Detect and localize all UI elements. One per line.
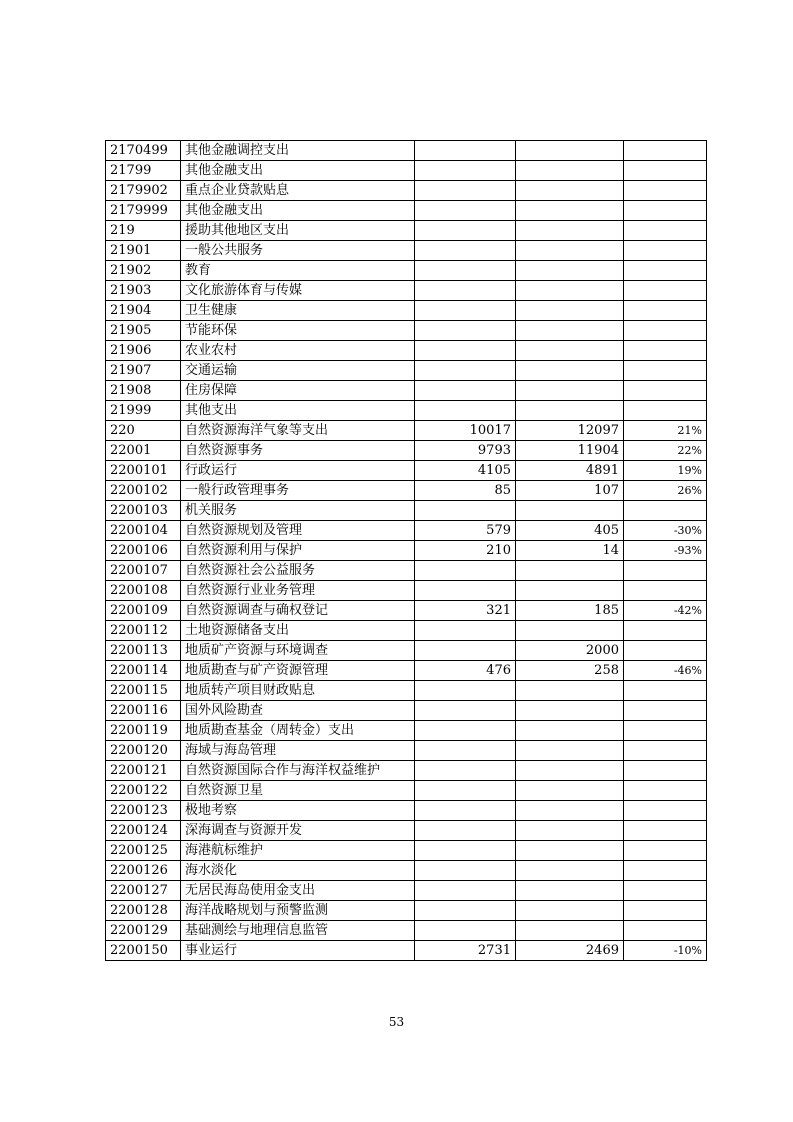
row-change-pct	[624, 721, 707, 741]
row-code: 2179999	[106, 201, 181, 221]
table-row	[106, 621, 707, 641]
row-code: 2200125	[106, 841, 181, 861]
table-row	[106, 581, 707, 601]
row-change-pct	[624, 701, 707, 721]
row-code: 2200109	[106, 601, 181, 621]
row-value-1: 4105	[415, 461, 516, 481]
row-value-1	[415, 621, 516, 641]
row-value-1	[415, 241, 516, 261]
row-name: 农业农村	[181, 341, 415, 361]
row-name: 自然资源行业业务管理	[181, 581, 415, 601]
row-value-2	[516, 681, 624, 701]
row-name: 地质转产项目财政贴息	[181, 681, 415, 701]
row-name: 教育	[181, 261, 415, 281]
row-code: 2200113	[106, 641, 181, 661]
row-value-2	[516, 901, 624, 921]
row-name: 交通运输	[181, 361, 415, 381]
row-code: 21901	[106, 241, 181, 261]
row-value-1	[415, 221, 516, 241]
table-row	[106, 361, 707, 381]
table-row	[106, 321, 707, 341]
row-name: 土地资源储备支出	[181, 621, 415, 641]
row-value-2	[516, 141, 624, 161]
row-value-1: 321	[415, 601, 516, 621]
row-code: 21903	[106, 281, 181, 301]
row-name: 其他金融支出	[181, 201, 415, 221]
row-code: 21904	[106, 301, 181, 321]
table-row	[106, 461, 707, 481]
row-change-pct	[624, 681, 707, 701]
row-change-pct: 26%	[624, 481, 707, 501]
row-value-2	[516, 921, 624, 941]
row-change-pct	[624, 741, 707, 761]
row-name: 海域与海岛管理	[181, 741, 415, 761]
row-code: 2200116	[106, 701, 181, 721]
table-row	[106, 421, 707, 441]
row-value-1	[415, 341, 516, 361]
row-value-2	[516, 381, 624, 401]
table-row	[106, 181, 707, 201]
table-row	[106, 501, 707, 521]
table-row	[106, 721, 707, 741]
row-value-1	[415, 161, 516, 181]
row-value-2	[516, 501, 624, 521]
row-value-1	[415, 261, 516, 281]
table-row	[106, 761, 707, 781]
row-name: 文化旅游体育与传媒	[181, 281, 415, 301]
row-value-2: 258	[516, 661, 624, 681]
row-change-pct	[624, 621, 707, 641]
row-name: 极地考察	[181, 801, 415, 821]
row-name: 自然资源规划及管理	[181, 521, 415, 541]
row-name: 海洋战略规划与预警监测	[181, 901, 415, 921]
row-code: 21799	[106, 161, 181, 181]
row-name: 重点企业贷款贴息	[181, 181, 415, 201]
row-code: 21907	[106, 361, 181, 381]
table-row	[106, 341, 707, 361]
table-row	[106, 901, 707, 921]
row-code: 2200126	[106, 861, 181, 881]
row-value-2: 405	[516, 521, 624, 541]
row-value-2	[516, 861, 624, 881]
row-name: 一般公共服务	[181, 241, 415, 261]
table-row	[106, 921, 707, 941]
table-row	[106, 441, 707, 461]
row-value-1: 210	[415, 541, 516, 561]
row-value-1	[415, 921, 516, 941]
row-value-2	[516, 801, 624, 821]
row-code: 21908	[106, 381, 181, 401]
row-name: 地质勘查基金（周转金）支出	[181, 721, 415, 741]
row-value-1	[415, 881, 516, 901]
row-code: 21905	[106, 321, 181, 341]
table-row	[106, 141, 707, 161]
row-code: 2200107	[106, 561, 181, 581]
row-code: 2200129	[106, 921, 181, 941]
table-row	[106, 221, 707, 241]
row-change-pct: 19%	[624, 461, 707, 481]
row-code: 2200124	[106, 821, 181, 841]
row-value-1: 579	[415, 521, 516, 541]
row-name: 地质勘查与矿产资源管理	[181, 661, 415, 681]
table-row	[106, 601, 707, 621]
row-change-pct	[624, 201, 707, 221]
row-change-pct	[624, 241, 707, 261]
row-change-pct: -30%	[624, 521, 707, 541]
row-name: 自然资源调查与确权登记	[181, 601, 415, 621]
row-value-2: 2000	[516, 641, 624, 661]
row-code: 2200150	[106, 941, 181, 961]
row-change-pct	[624, 841, 707, 861]
row-value-2: 2469	[516, 941, 624, 961]
row-change-pct	[624, 161, 707, 181]
row-code: 2170499	[106, 141, 181, 161]
table-row	[106, 701, 707, 721]
row-value-2	[516, 781, 624, 801]
row-name: 其他金融调控支出	[181, 141, 415, 161]
row-value-1	[415, 361, 516, 381]
row-value-2	[516, 221, 624, 241]
row-code: 21902	[106, 261, 181, 281]
row-name: 海港航标维护	[181, 841, 415, 861]
table-row	[106, 541, 707, 561]
row-code: 2200104	[106, 521, 181, 541]
row-change-pct	[624, 781, 707, 801]
row-value-1: 10017	[415, 421, 516, 441]
row-value-1	[415, 561, 516, 581]
row-value-2	[516, 281, 624, 301]
row-code: 2200121	[106, 761, 181, 781]
row-value-2	[516, 341, 624, 361]
row-change-pct	[624, 341, 707, 361]
row-value-2	[516, 301, 624, 321]
row-name: 一般行政管理事务	[181, 481, 415, 501]
row-change-pct	[624, 801, 707, 821]
row-change-pct	[624, 581, 707, 601]
row-code: 2200101	[106, 461, 181, 481]
table-row	[106, 841, 707, 861]
row-value-2	[516, 701, 624, 721]
row-value-1: 476	[415, 661, 516, 681]
row-value-2	[516, 821, 624, 841]
row-change-pct	[624, 181, 707, 201]
row-code: 21999	[106, 401, 181, 421]
row-value-2	[516, 181, 624, 201]
row-value-2	[516, 741, 624, 761]
table-row	[106, 941, 707, 961]
table-row	[106, 301, 707, 321]
row-code: 2200115	[106, 681, 181, 701]
table-row	[106, 821, 707, 841]
row-value-1	[415, 501, 516, 521]
table-row	[106, 781, 707, 801]
row-name: 其他支出	[181, 401, 415, 421]
row-value-2	[516, 321, 624, 341]
row-value-1	[415, 861, 516, 881]
row-value-2	[516, 361, 624, 381]
row-value-1	[415, 701, 516, 721]
row-value-2	[516, 621, 624, 641]
table-row	[106, 741, 707, 761]
row-code: 2200112	[106, 621, 181, 641]
row-name: 自然资源利用与保护	[181, 541, 415, 561]
table-row	[106, 881, 707, 901]
row-value-2	[516, 561, 624, 581]
row-value-1	[415, 581, 516, 601]
row-change-pct	[624, 861, 707, 881]
row-change-pct	[624, 401, 707, 421]
row-code: 220	[106, 421, 181, 441]
row-value-1: 85	[415, 481, 516, 501]
budget-table-body	[106, 141, 707, 961]
row-change-pct	[624, 261, 707, 281]
table-row	[106, 641, 707, 661]
table-row	[106, 401, 707, 421]
row-name: 地质矿产资源与环境调查	[181, 641, 415, 661]
row-value-2	[516, 161, 624, 181]
row-value-1	[415, 141, 516, 161]
row-value-1	[415, 641, 516, 661]
row-value-1	[415, 781, 516, 801]
row-code: 22001	[106, 441, 181, 461]
row-value-1	[415, 721, 516, 741]
row-change-pct	[624, 361, 707, 381]
row-name: 国外风险勘查	[181, 701, 415, 721]
row-value-2	[516, 841, 624, 861]
row-value-2	[516, 721, 624, 741]
row-value-1	[415, 901, 516, 921]
table-row	[106, 261, 707, 281]
row-value-2: 4891	[516, 461, 624, 481]
table-row	[106, 161, 707, 181]
row-code: 2200103	[106, 501, 181, 521]
row-name: 基础测绘与地理信息监管	[181, 921, 415, 941]
table-row	[106, 861, 707, 881]
row-change-pct: 22%	[624, 441, 707, 461]
table-row	[106, 801, 707, 821]
row-value-2	[516, 201, 624, 221]
row-change-pct	[624, 821, 707, 841]
row-name: 自然资源国际合作与海洋权益维护	[181, 761, 415, 781]
row-value-1	[415, 801, 516, 821]
row-name: 自然资源卫星	[181, 781, 415, 801]
row-code: 2200102	[106, 481, 181, 501]
row-name: 事业运行	[181, 941, 415, 961]
row-code: 2200128	[106, 901, 181, 921]
row-change-pct: 21%	[624, 421, 707, 441]
row-value-2: 11904	[516, 441, 624, 461]
row-value-1: 9793	[415, 441, 516, 461]
row-value-1: 2731	[415, 941, 516, 961]
row-change-pct	[624, 921, 707, 941]
row-change-pct	[624, 761, 707, 781]
row-value-1	[415, 281, 516, 301]
row-value-2: 12097	[516, 421, 624, 441]
row-change-pct	[624, 641, 707, 661]
row-value-2	[516, 401, 624, 421]
table-row	[106, 681, 707, 701]
row-value-2	[516, 241, 624, 261]
row-name: 无居民海岛使用金支出	[181, 881, 415, 901]
row-code: 2200127	[106, 881, 181, 901]
row-value-2	[516, 581, 624, 601]
row-value-1	[415, 741, 516, 761]
table-row	[106, 281, 707, 301]
row-value-1	[415, 761, 516, 781]
table-row	[106, 241, 707, 261]
row-name: 节能环保	[181, 321, 415, 341]
row-change-pct: -42%	[624, 601, 707, 621]
row-value-2: 107	[516, 481, 624, 501]
row-value-1	[415, 301, 516, 321]
row-change-pct: -46%	[624, 661, 707, 681]
row-code: 219	[106, 221, 181, 241]
row-code: 21906	[106, 341, 181, 361]
row-change-pct: -93%	[624, 541, 707, 561]
row-value-2	[516, 761, 624, 781]
row-value-2: 14	[516, 541, 624, 561]
row-value-2: 185	[516, 601, 624, 621]
row-change-pct	[624, 301, 707, 321]
row-code: 2200108	[106, 581, 181, 601]
row-value-1	[415, 401, 516, 421]
row-change-pct	[624, 381, 707, 401]
row-change-pct	[624, 881, 707, 901]
budget-table	[105, 140, 707, 961]
row-code: 2179902	[106, 181, 181, 201]
row-name: 行政运行	[181, 461, 415, 481]
row-code: 2200123	[106, 801, 181, 821]
row-name: 机关服务	[181, 501, 415, 521]
row-change-pct	[624, 901, 707, 921]
table-row	[106, 481, 707, 501]
row-code: 2200114	[106, 661, 181, 681]
table-row	[106, 661, 707, 681]
row-value-1	[415, 321, 516, 341]
row-code: 2200120	[106, 741, 181, 761]
row-code: 2200122	[106, 781, 181, 801]
table-row	[106, 201, 707, 221]
row-name: 自然资源社会公益服务	[181, 561, 415, 581]
row-value-2	[516, 261, 624, 281]
row-value-1	[415, 381, 516, 401]
row-change-pct	[624, 141, 707, 161]
row-value-1	[415, 181, 516, 201]
table-row	[106, 521, 707, 541]
row-name: 自然资源海洋气象等支出	[181, 421, 415, 441]
row-value-1	[415, 201, 516, 221]
row-change-pct	[624, 561, 707, 581]
table-row	[106, 561, 707, 581]
row-value-1	[415, 821, 516, 841]
row-name: 援助其他地区支出	[181, 221, 415, 241]
row-change-pct	[624, 321, 707, 341]
row-code: 2200106	[106, 541, 181, 561]
row-value-1	[415, 841, 516, 861]
row-name: 卫生健康	[181, 301, 415, 321]
row-name: 海水淡化	[181, 861, 415, 881]
row-name: 自然资源事务	[181, 441, 415, 461]
row-value-1	[415, 681, 516, 701]
row-value-2	[516, 881, 624, 901]
row-change-pct	[624, 221, 707, 241]
row-name: 住房保障	[181, 381, 415, 401]
page-number: 53	[388, 1015, 405, 1029]
table-row	[106, 381, 707, 401]
row-change-pct: -10%	[624, 941, 707, 961]
row-change-pct	[624, 281, 707, 301]
row-code: 2200119	[106, 721, 181, 741]
row-name: 其他金融支出	[181, 161, 415, 181]
row-change-pct	[624, 501, 707, 521]
row-name: 深海调查与资源开发	[181, 821, 415, 841]
